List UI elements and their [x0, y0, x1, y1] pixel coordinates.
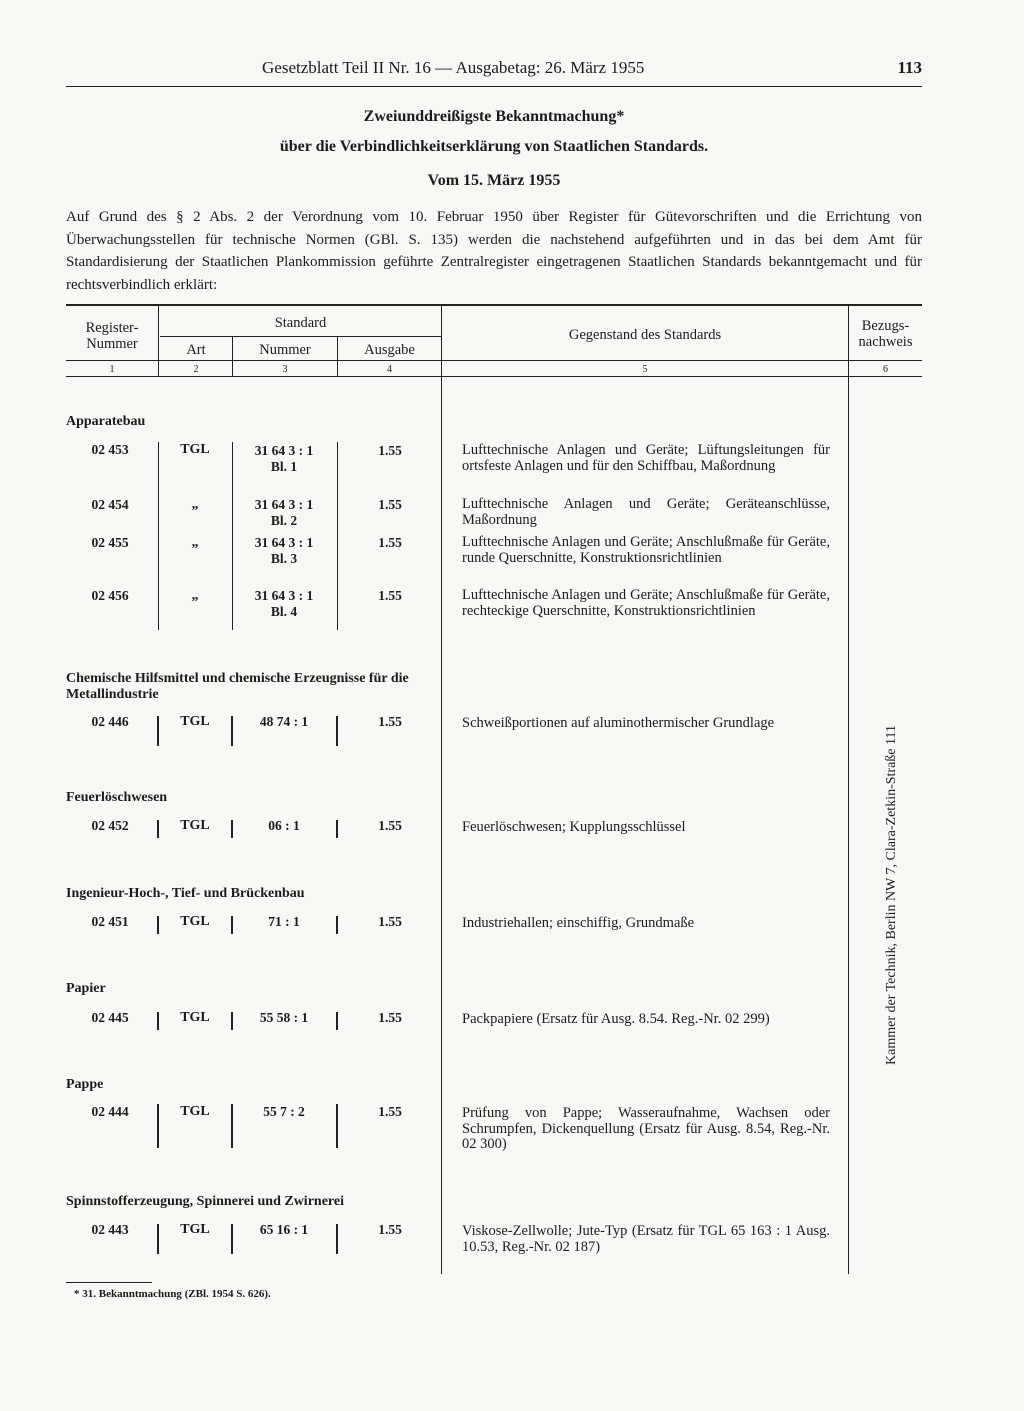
standard-ausgabe: 1.55 — [378, 714, 402, 729]
row-divider — [231, 1104, 233, 1148]
header-ausgabe: Ausgabe — [364, 342, 415, 358]
title-line-2: über die Verbindlichkeitserklärung von Staatlichen Standards. — [279, 138, 709, 155]
standard-gegenstand: Prüfung von Pappe; Wasseraufnahme, Wachsen oder Schrumpfen, Dickenquellung (Ersatz für Ausg. 8.54, Reg.-Nr. 02 300) — [462, 1105, 830, 1152]
standard-gegenstand: Viskose-Zellwolle; Jute-Typ (Ersatz für TGL 65 163 : 1 Ausg. 10.53, Reg.-Nr. 02 187) — [462, 1223, 830, 1255]
standard-nummer: 31 64 3 : 1 Bl. 4 — [254, 588, 314, 619]
standard-art: TGL — [180, 818, 210, 833]
standard-ausgabe: 1.55 — [378, 497, 402, 512]
standard-gegenstand: Packpapiere (Ersatz für Ausg. 8.54. Reg.-Nr. 02 299) — [462, 1011, 770, 1027]
section-title: Apparatebau — [66, 414, 146, 429]
colnum-6: 6 — [883, 364, 888, 375]
colnum-5: 5 — [642, 364, 648, 375]
header-art: Art — [186, 342, 206, 358]
standard-ausgabe: 1.55 — [378, 1104, 402, 1119]
row-divider — [157, 716, 159, 746]
standard-nummer: 48 74 : 1 — [259, 714, 309, 729]
row-divider — [158, 442, 159, 630]
row-divider — [231, 916, 233, 934]
register-number: 02 445 — [91, 1010, 129, 1025]
row-divider — [232, 442, 233, 630]
table-top-rule — [66, 304, 922, 306]
register-number: 02 443 — [91, 1222, 129, 1237]
intro-paragraph: Auf Grund des § 2 Abs. 2 der Verordnung vom 10. Februar 1950 über Register für Gütevorschriften und die Errichtung von Überwachungsstellen für technische Normen (GBl. S. 135) werden die nachstehend aufgeführten und in das bei dem Amt für Standardisierung der Staatlichen Plankommission geführte Zentralregister eingetragenen Staatlichen Standards bekanntgemacht und für rechtsverbindlich erklärt: — [66, 209, 922, 293]
standard-ausgabe: 1.55 — [378, 588, 402, 603]
header-standard: Standard — [274, 315, 327, 331]
standard-ausgabe: 1.55 — [378, 535, 402, 550]
colnum-4: 4 — [387, 364, 392, 375]
header-bottom-rule — [66, 360, 922, 361]
standard-ausgabe: 1.55 — [378, 1010, 402, 1025]
ditto-mark: „ — [191, 588, 199, 603]
col-divider-5 — [848, 305, 849, 1274]
footnote: * 31. Bekanntmachung (ZBl. 1954 S. 626). — [74, 1288, 271, 1300]
row-divider — [336, 1012, 338, 1030]
row-divider — [157, 1104, 159, 1148]
standard-ausgabe: 1.55 — [378, 1222, 402, 1237]
colnum-bottom-rule — [66, 376, 922, 377]
standard-nummer: 71 : 1 — [268, 914, 300, 929]
header-bezugsnachweis: Bezugs- nachweis — [858, 318, 913, 350]
title-date: Vom 15. März 1955 — [427, 172, 561, 189]
standard-nummer: 55 7 : 2 — [263, 1104, 305, 1119]
col-divider-4 — [441, 305, 442, 1274]
standard-ausgabe: 1.55 — [378, 443, 402, 458]
standard-gegenstand: Lufttechnische Anlagen und Geräte; Lüftungsleitungen für ortsfeste Anlagen und für den Schiffbau, Maßordnung — [462, 442, 830, 474]
ditto-mark: „ — [191, 535, 199, 550]
page-number: 113 — [897, 58, 922, 77]
header-rule — [66, 86, 922, 87]
register-number: 02 444 — [91, 1104, 129, 1119]
colnum-3: 3 — [282, 364, 288, 375]
standard-art: TGL — [180, 1104, 210, 1119]
standard-gegenstand: Feuerlöschwesen; Kupplungsschlüssel — [462, 819, 686, 835]
row-divider — [336, 820, 338, 838]
header-register-nummer: Register- Nummer — [85, 320, 139, 352]
standard-group-rule — [160, 336, 441, 337]
section-title: Pappe — [66, 1077, 104, 1092]
header-nummer: Nummer — [259, 342, 311, 358]
section-title: Chemische Hilfsmittel und chemische Erzeugnisse für die Metallindustrie — [66, 671, 409, 702]
row-divider — [336, 1104, 338, 1148]
row-divider — [231, 820, 233, 838]
standard-nummer: 65 16 : 1 — [259, 1222, 309, 1237]
section-title: Papier — [66, 981, 106, 996]
register-number: 02 456 — [91, 588, 129, 603]
register-number: 02 453 — [91, 442, 129, 457]
standard-gegenstand: Industriehallen; einschiffig, Grundmaße — [462, 915, 695, 931]
colnum-1: 1 — [109, 364, 115, 375]
header-gegenstand: Gegenstand des Standards — [568, 327, 722, 343]
row-divider — [157, 1224, 159, 1254]
standard-nummer: 55 58 : 1 — [259, 1010, 309, 1025]
colnum-2: 2 — [193, 364, 199, 375]
standard-art: TGL — [180, 1010, 210, 1025]
row-divider — [231, 1012, 233, 1030]
running-header: Gesetzblatt Teil II Nr. 16 — Ausgabetag: 26. März 1955 — [262, 58, 645, 77]
row-divider — [157, 820, 159, 838]
row-divider — [157, 916, 159, 934]
standard-art: TGL — [180, 714, 210, 729]
footnote-rule — [66, 1282, 152, 1283]
section-title: Spinnstofferzeugung, Spinnerei und Zwirnerei — [66, 1194, 344, 1209]
standard-ausgabe: 1.55 — [378, 818, 402, 833]
standard-gegenstand: Lufttechnische Anlagen und Geräte; Geräteanschlüsse, Maßordnung — [462, 496, 830, 528]
row-divider — [336, 916, 338, 934]
standard-art: TGL — [180, 1222, 210, 1237]
row-divider — [231, 1224, 233, 1254]
standard-nummer: 31 64 3 : 1 Bl. 2 — [254, 497, 314, 528]
section-title: Ingenieur-Hoch-, Tief- und Brückenbau — [66, 886, 305, 901]
standard-art: TGL — [180, 914, 210, 929]
ditto-mark: „ — [191, 497, 199, 512]
section-title: Feuerlöschwesen — [66, 790, 168, 805]
register-number: 02 454 — [91, 497, 129, 512]
row-divider — [336, 1224, 338, 1254]
row-divider — [231, 716, 233, 746]
register-number: 02 451 — [91, 914, 129, 929]
row-divider — [336, 716, 338, 746]
register-number: 02 446 — [91, 714, 129, 729]
standard-gegenstand: Lufttechnische Anlagen und Geräte; Anschlußmaße für Geräte, rechteckige Querschnitte, Konstruktionsrichtlinien — [462, 587, 830, 619]
register-number: 02 455 — [91, 535, 129, 550]
col-divider-1 — [158, 305, 159, 376]
title-line-1: Zweiunddreißigste Bekanntmachung* — [363, 108, 625, 125]
row-divider — [157, 1012, 159, 1030]
standard-gegenstand: Schweißportionen auf aluminothermischer Grundlage — [462, 715, 775, 731]
standard-ausgabe: 1.55 — [378, 914, 402, 929]
register-number: 02 452 — [91, 818, 129, 833]
row-divider — [337, 442, 338, 630]
standard-nummer: 06 : 1 — [268, 818, 300, 833]
standard-gegenstand: Lufttechnische Anlagen und Geräte; Anschlußmaße für Geräte, runde Querschnitte, Konstruktionsrichtlinien — [462, 534, 830, 566]
standard-nummer: 31 64 3 : 1 Bl. 1 — [254, 443, 314, 474]
standard-art: TGL — [180, 442, 210, 457]
standard-nummer: 31 64 3 : 1 Bl. 3 — [254, 535, 314, 566]
